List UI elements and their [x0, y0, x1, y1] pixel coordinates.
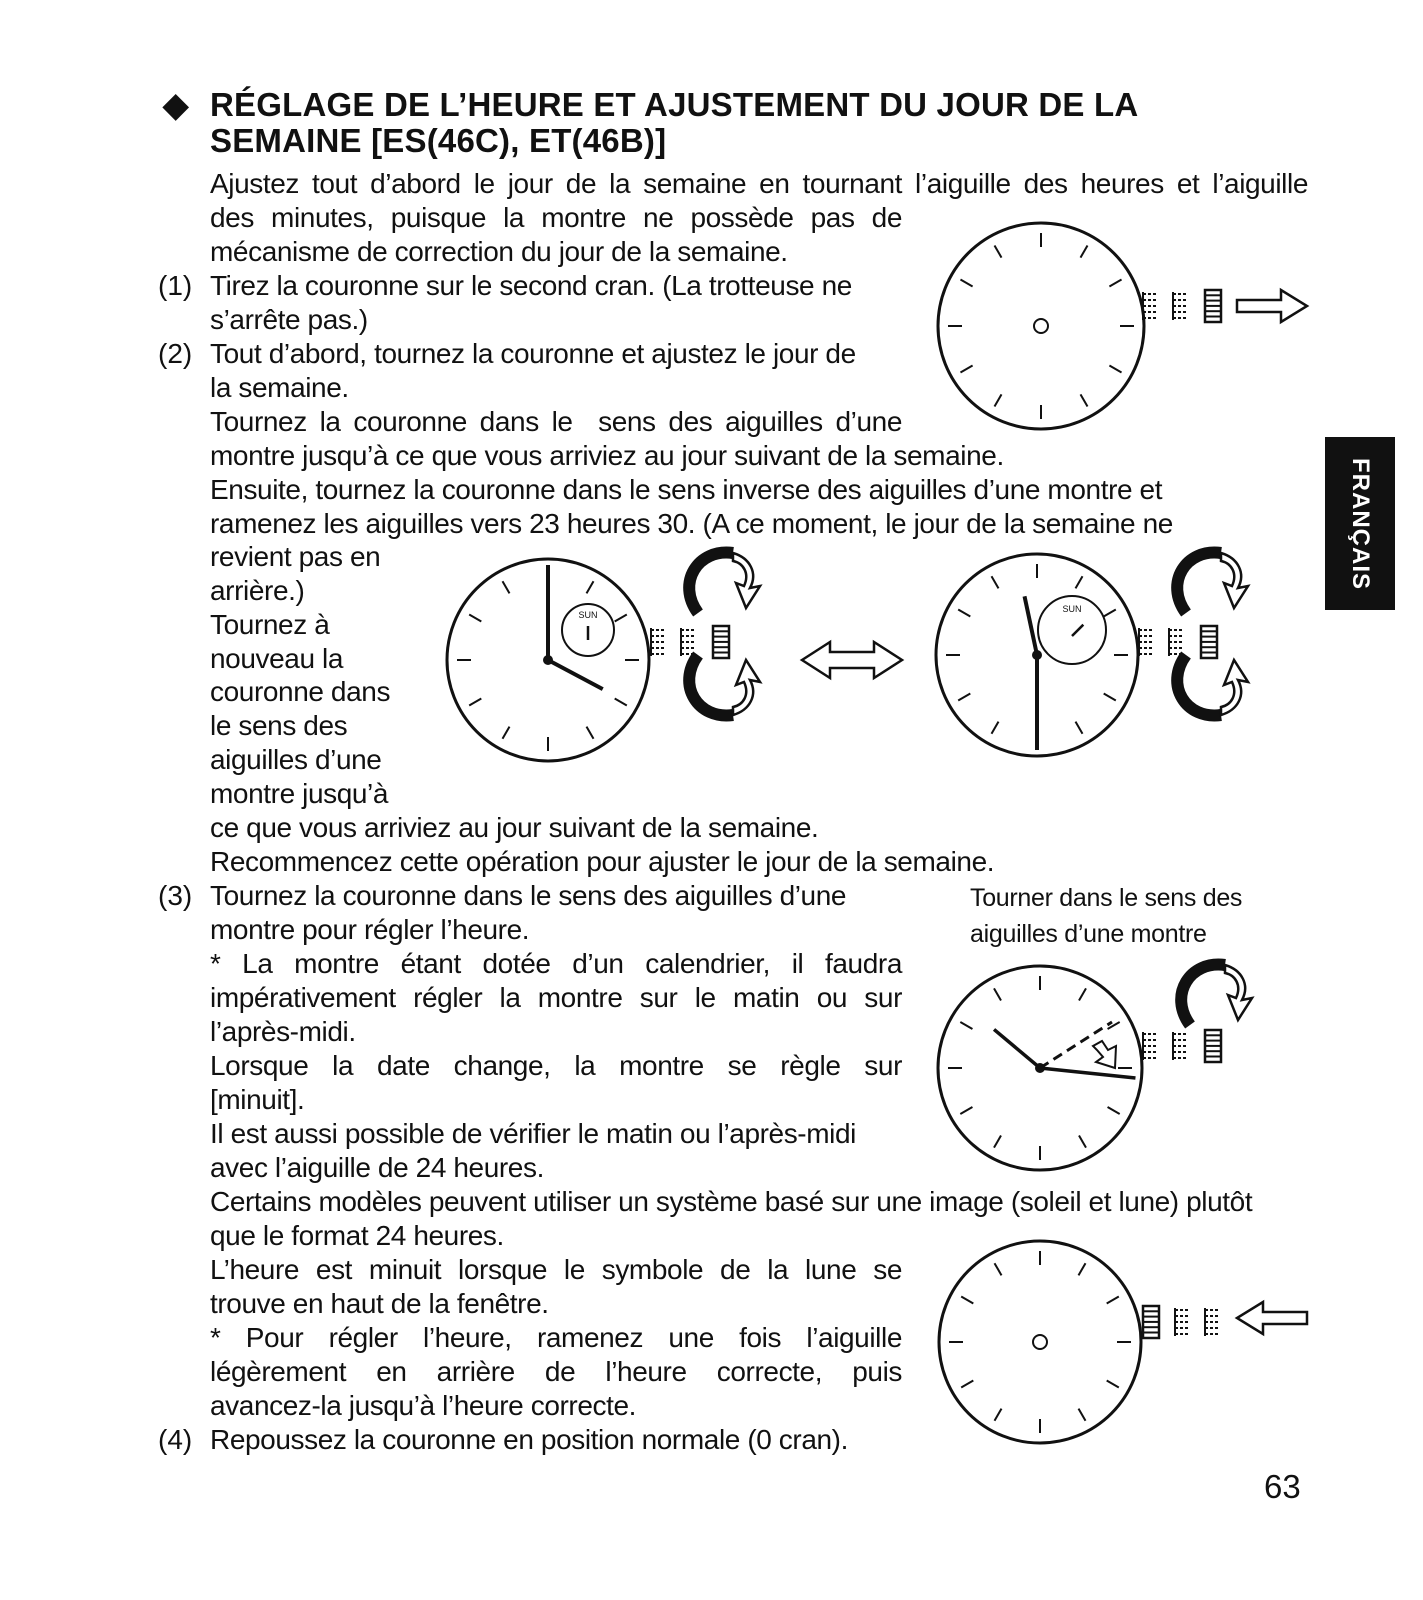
step-line: montre jusqu’à — [210, 778, 389, 809]
step-line: * La montre étant dotée d’un calendrier, il faudra — [210, 948, 902, 979]
step-line: trouve en haut de la fenêtre. — [210, 1288, 549, 1319]
section-heading-line1: RÉGLAGE DE L’HEURE ET AJUSTEMENT DU JOUR DE LA — [210, 86, 1139, 123]
step-line: ce que vous arriviez au jour suivant de la semaine. — [210, 812, 819, 843]
language-tab: FRANÇAIS — [1325, 437, 1395, 610]
step-line: légèrement en arrière de l’heure correcte, puis — [210, 1356, 902, 1387]
step-line: Tournez à — [210, 609, 330, 640]
step-number: (3) — [158, 880, 193, 911]
step-line: aiguilles d’une — [210, 744, 382, 775]
center-pin — [1033, 1335, 1047, 1349]
step-line: nouveau la — [210, 643, 344, 674]
rotation-caption-line: aiguilles d’une montre — [970, 920, 1207, 948]
sub-dial-label: SUN — [578, 610, 598, 620]
page-number: 63 — [1264, 1468, 1301, 1505]
step-line: Ensuite, tournez la couronne dans le sens inverse des aiguilles d’une montre et — [210, 474, 1163, 505]
step-line: [minuit]. — [210, 1084, 305, 1115]
step-line: Tournez la couronne dans le sens des aiguilles d’une — [210, 406, 902, 437]
step-line: L’heure est minuit lorsque le symbole de la lune se — [210, 1254, 902, 1285]
section-heading-line2: SEMAINE [ES(46C), ET(46B)] — [210, 122, 667, 159]
step-line: l’après-midi. — [210, 1016, 356, 1047]
intro-line: mécanisme de correction du jour de la semaine. — [210, 236, 788, 267]
step-number: (2) — [158, 338, 193, 369]
step-line: montre pour régler l’heure. — [210, 914, 530, 945]
step-line: avec l’aiguille de 24 heures. — [210, 1152, 544, 1183]
step-line: arrière.) — [210, 575, 305, 606]
step-line: * Pour régler l’heure, ramenez une fois l’aiguille — [210, 1322, 902, 1353]
step-line: Lorsque la date change, la montre se règle sur — [210, 1050, 902, 1081]
step-line: Repoussez la couronne en position normale (0 cran). — [210, 1424, 848, 1455]
step-line: avancez-la jusqu’à l’heure correcte. — [210, 1390, 637, 1421]
push-arrow-icon — [1237, 1302, 1307, 1334]
step-line: la semaine. — [210, 372, 349, 403]
step-line: Tirez la couronne sur le second cran. (La trotteuse ne — [210, 270, 852, 301]
intro-line: Ajustez tout d’abord le jour de la semaine en tournant l’aiguille des heures et l’aiguille — [210, 168, 1308, 199]
step-line: que le format 24 heures. — [210, 1220, 504, 1251]
step-line: impérativement régler la montre sur le matin ou sur — [210, 982, 902, 1013]
step-line: ramenez les aiguilles vers 23 heures 30. (A ce moment, le jour de la semaine ne — [210, 508, 1173, 539]
step-line: Tout d’abord, tournez la couronne et ajustez le jour de — [210, 338, 856, 369]
step-line: montre jusqu’à ce que vous arriviez au jour suivant de la semaine. — [210, 440, 1004, 471]
heading-diamond-icon: ◆ — [163, 86, 189, 123]
step-number: (4) — [158, 1424, 193, 1455]
rotation-caption-line: Tourner dans le sens des — [970, 884, 1243, 912]
step-line: couronne dans — [210, 676, 391, 707]
crown-stem — [1175, 1308, 1219, 1336]
step-line: Recommencez cette opération pour ajuster le jour de la semaine. — [210, 846, 995, 877]
step-line: revient pas en — [210, 541, 381, 572]
intro-line: des minutes, puisque la montre ne possède pas de — [210, 202, 902, 233]
step-number: (1) — [158, 270, 193, 301]
step-line: Certains modèles peuvent utiliser un système basé sur une image (soleil et lune) plutôt — [210, 1186, 1253, 1217]
step-line: Il est aussi possible de vérifier le matin ou l’après-midi — [210, 1118, 856, 1149]
step-line: s’arrête pas.) — [210, 304, 368, 335]
sub-dial-label: SUN — [1062, 604, 1082, 614]
step-line: le sens des — [210, 710, 348, 741]
step-line: Tournez la couronne dans le sens des aiguilles d’une — [210, 880, 847, 911]
